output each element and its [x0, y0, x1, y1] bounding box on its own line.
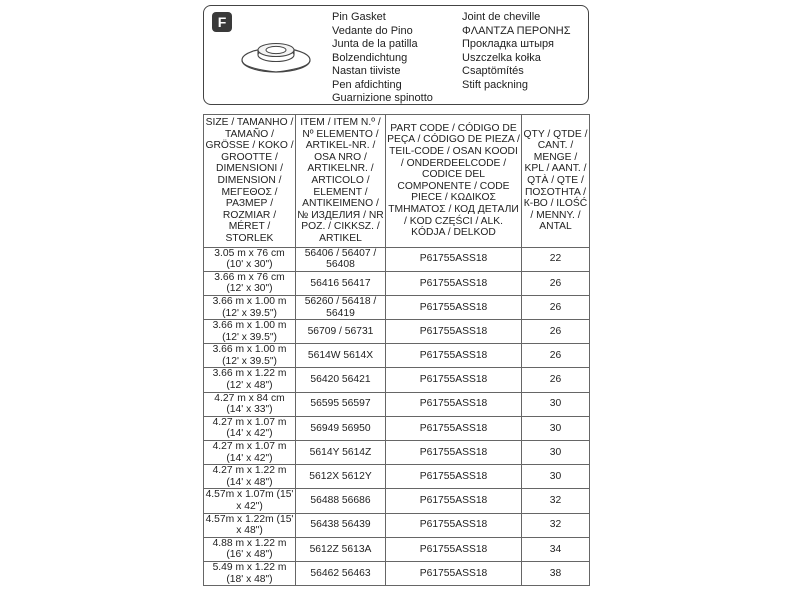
table-row	[204, 368, 590, 392]
part-code-cell: P61755ASS18	[386, 465, 522, 489]
part-f-box	[203, 5, 589, 105]
size-cell: 4.27 m x 1.07 m (14' x 42")	[204, 416, 296, 440]
size-cell: 4.27 m x 1.22 m (14' x 48")	[204, 465, 296, 489]
qty-cell: 38	[522, 561, 590, 585]
part-name: ΦΛΑΝΤΖΑ ΠΕΡΟΝΗΣ	[462, 24, 571, 37]
table-row	[204, 537, 590, 561]
table-row	[204, 271, 590, 295]
part-code-cell: P61755ASS18	[386, 344, 522, 368]
item-cell: 5614Y 5614Z	[296, 441, 386, 465]
item-cell: 56709 / 56731	[296, 320, 386, 344]
item-cell: 56260 / 56418 / 56419	[296, 295, 386, 319]
part-name: Pen afdichting	[332, 78, 402, 91]
part-name: Guarnizione spinotto	[332, 92, 433, 104]
part-code-cell: P61755ASS18	[386, 295, 522, 319]
qty-cell: 22	[522, 247, 590, 271]
part-code-cell: P61755ASS18	[386, 320, 522, 344]
item-cell: 56416 56417	[296, 271, 386, 295]
table-row	[204, 320, 590, 344]
part-code-cell: P61755ASS18	[386, 392, 522, 416]
part-name: Bolzendichtung	[332, 51, 408, 64]
table-body	[204, 247, 590, 586]
size-cell: 5.49 m x 1.22 m (18' x 48")	[204, 561, 296, 585]
table-row	[204, 392, 590, 416]
table-row	[204, 295, 590, 319]
table-row	[204, 344, 590, 368]
qty-cell: 26	[522, 344, 590, 368]
header-size: SIZE / TAMANHO / TAMAÑO / GRÖSSE / KOKO / GROOTTE / DIMENSIONI / DIMENSION / ΜΕΓΕΘΟΣ / РАЗМЕР / ROZMIAR / MÉRET / STORLEK	[204, 115, 296, 248]
size-cell: 4.57m x 1.22m (15' x 48")	[204, 513, 296, 537]
section-letter-badge: F	[212, 12, 232, 32]
part-names-left	[332, 11, 433, 106]
part-name: Joint de cheville	[462, 11, 541, 23]
part-code-cell: P61755ASS18	[386, 416, 522, 440]
table-row	[204, 513, 590, 537]
header-qty: QTY / QTDE / CANT. / MENGE / KPL / AANT. / QTÀ / QTE / ΠΟΣΟΤΗΤΑ / К-ВО / ILOŚĆ / MENNY. / ANTAL	[522, 115, 590, 248]
table-header-row	[204, 115, 590, 248]
table-row	[204, 465, 590, 489]
item-cell: 5614W 5614X	[296, 344, 386, 368]
qty-cell: 26	[522, 271, 590, 295]
size-cell: 3.05 m x 76 cm (10' x 30")	[204, 247, 296, 271]
item-cell: 56420 56421	[296, 368, 386, 392]
size-cell: 3.66 m x 1.00 m (12' x 39.5")	[204, 320, 296, 344]
part-code-cell: P61755ASS18	[386, 247, 522, 271]
size-cell: 3.66 m x 1.22 m (12' x 48")	[204, 368, 296, 392]
parts-table	[203, 114, 590, 586]
qty-cell: 32	[522, 513, 590, 537]
table-row	[204, 416, 590, 440]
part-name: Stift packning	[462, 78, 529, 91]
part-code-cell: P61755ASS18	[386, 368, 522, 392]
qty-cell: 32	[522, 489, 590, 513]
qty-cell: 30	[522, 392, 590, 416]
size-cell: 3.66 m x 76 cm (12' x 30")	[204, 271, 296, 295]
part-name: Прокладка штыря	[462, 38, 554, 50]
qty-cell: 30	[522, 441, 590, 465]
part-name: Vedante do Pino	[332, 24, 413, 37]
size-cell: 3.66 m x 1.00 m (12' x 39.5")	[204, 344, 296, 368]
item-cell: 56462 56463	[296, 561, 386, 585]
part-name: Pin Gasket	[332, 11, 386, 23]
table-row	[204, 489, 590, 513]
item-cell: 56595 56597	[296, 392, 386, 416]
part-name: Nastan tiiviste	[332, 65, 401, 77]
size-cell: 4.27 m x 84 cm (14' x 33")	[204, 392, 296, 416]
pin-gasket-illustration	[236, 28, 316, 78]
item-cell: 56949 56950	[296, 416, 386, 440]
item-cell: 56406 / 56407 / 56408	[296, 247, 386, 271]
item-cell: 56488 56686	[296, 489, 386, 513]
table-row	[204, 561, 590, 585]
part-names-right	[462, 11, 571, 92]
size-cell: 4.57m x 1.07m (15' x 42")	[204, 489, 296, 513]
qty-cell: 30	[522, 416, 590, 440]
part-code-cell: P61755ASS18	[386, 561, 522, 585]
part-name: Uszczelka kołka	[462, 51, 541, 64]
item-cell: 5612Z 5613A	[296, 537, 386, 561]
item-cell: 5612X 5612Y	[296, 465, 386, 489]
part-code-cell: P61755ASS18	[386, 441, 522, 465]
qty-cell: 30	[522, 465, 590, 489]
item-cell: 56438 56439	[296, 513, 386, 537]
qty-cell: 26	[522, 320, 590, 344]
part-name: Junta de la patilla	[332, 38, 418, 50]
part-code-cell: P61755ASS18	[386, 537, 522, 561]
qty-cell: 26	[522, 295, 590, 319]
part-code-cell: P61755ASS18	[386, 513, 522, 537]
table-row	[204, 247, 590, 271]
part-name: Csaptömítés	[462, 65, 524, 77]
part-code-cell: P61755ASS18	[386, 271, 522, 295]
size-cell: 4.88 m x 1.22 m (16' x 48")	[204, 537, 296, 561]
header-part-code: PART CODE / CÓDIGO DE PEÇA / CÓDIGO DE PIEZA / TEIL-CODE / OSAN KOODI / ONDERDEELCODE / CODICE DEL COMPONENTE / CODE PIECE / ΚΩΔΙΚΟΣ ΤΜΗΜΑΤΟΣ / КОД ДЕТАЛИ / KOD CZĘŚCI / ALK. KÓDJA / DELKOD	[386, 115, 522, 248]
size-cell: 4.27 m x 1.07 m (14' x 42")	[204, 441, 296, 465]
qty-cell: 34	[522, 537, 590, 561]
size-cell: 3.66 m x 1.00 m (12' x 39.5")	[204, 295, 296, 319]
header-item: ITEM / ITEM N.º / Nº ELEMENTO / ARTIKEL-NR. / OSA NRO / ARTIKELNR. / ARTICOLO / ELEMENT / ANTIKEIMENO / № ИЗДЕЛИЯ / NR POZ. / CIKKSZ. / ARTIKEL	[296, 115, 386, 248]
part-code-cell: P61755ASS18	[386, 489, 522, 513]
table-row	[204, 441, 590, 465]
qty-cell: 26	[522, 368, 590, 392]
